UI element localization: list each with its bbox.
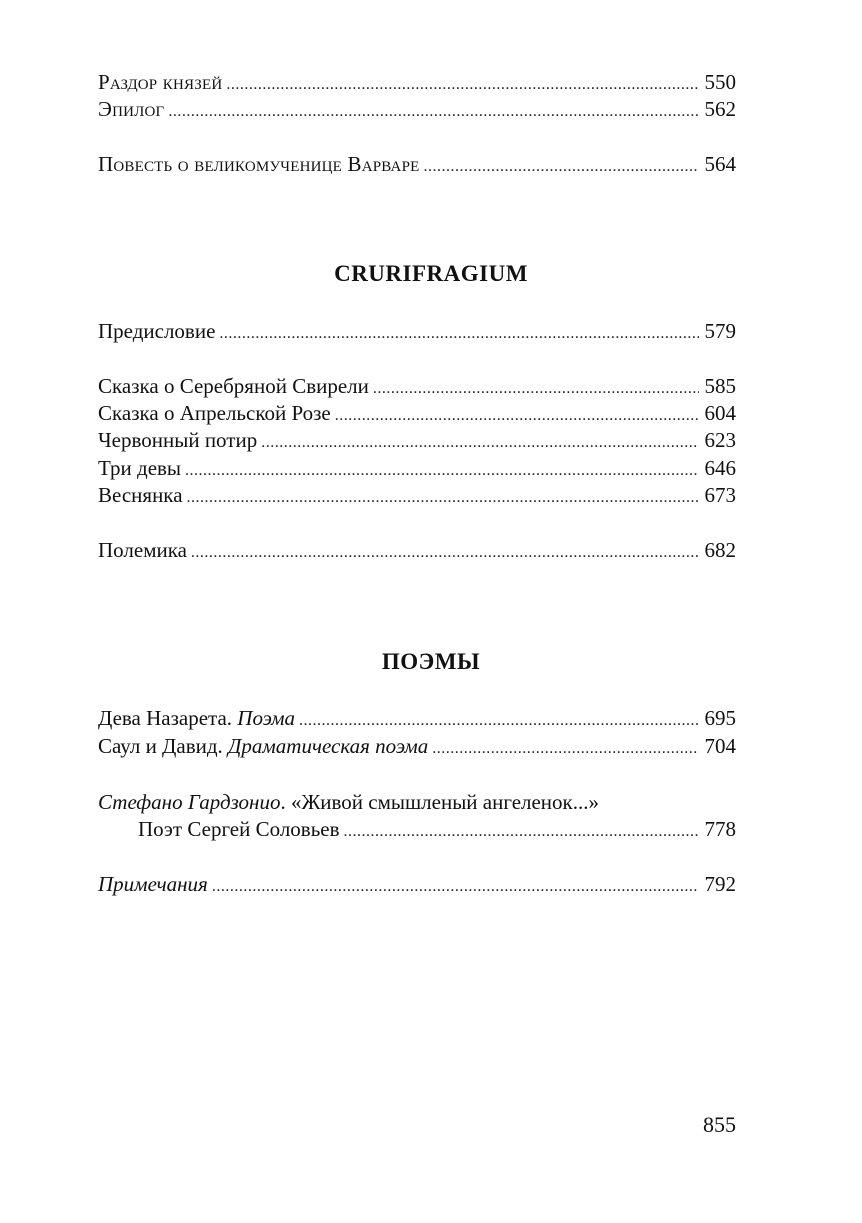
- entry-page: 579: [704, 319, 736, 343]
- entry-title: Веснянка: [98, 483, 183, 507]
- leader-dots: [432, 735, 698, 762]
- entry-title: Повесть о великомученице Варваре: [98, 152, 420, 176]
- leader-dots: [187, 484, 699, 511]
- leader-dots: [185, 457, 698, 484]
- entry-page: 778: [704, 817, 736, 841]
- toc-entry: [98, 537, 736, 564]
- entry-title: Сказка о Серебряной Свирели: [98, 374, 369, 398]
- leader-dots: [344, 818, 699, 845]
- entry-page: 564: [704, 152, 736, 176]
- toc-entry: [98, 373, 736, 400]
- leader-dots: [219, 320, 698, 347]
- toc-entry: [98, 871, 736, 898]
- entry-title: Саул и Давид.: [98, 734, 223, 758]
- entry-page: 623: [704, 428, 736, 452]
- section-heading: ПОЭМЫ: [381, 649, 481, 674]
- entry-author: Стефано Гардзонио: [98, 790, 281, 814]
- entry-title: . «Живой смышленый ангеленок...»: [280, 790, 600, 814]
- leader-dots: [168, 98, 698, 125]
- entry-title-group: [98, 705, 299, 732]
- toc-entry: [98, 733, 736, 760]
- toc-entry: [98, 151, 736, 178]
- leader-dots: [423, 153, 698, 180]
- entry-page: 562: [704, 97, 736, 121]
- toc-entry: [138, 816, 736, 843]
- toc-entry: [98, 427, 736, 454]
- entry-title: Полемика: [98, 538, 187, 562]
- entry-page: 682: [704, 538, 736, 562]
- entry-page: 792: [704, 872, 736, 896]
- toc-entry: [98, 455, 736, 482]
- entry-title: Три девы: [98, 456, 182, 480]
- leader-dots: [299, 707, 698, 734]
- entry-title: Примечания: [98, 872, 208, 896]
- toc-entry: [98, 96, 736, 123]
- page-number: 855: [703, 1112, 736, 1137]
- entry-page: 604: [704, 401, 736, 425]
- entry-subtitle: Драматическая поэма: [228, 734, 429, 758]
- toc-entry: [98, 318, 736, 345]
- entry-title: Предисловие: [98, 319, 216, 343]
- entry-page: 585: [704, 374, 736, 398]
- toc-entry: [98, 69, 736, 96]
- entry-page: 550: [704, 70, 736, 94]
- entry-subtitle: Поэма: [237, 706, 296, 730]
- toc-entry: [98, 482, 736, 509]
- leader-dots: [212, 873, 699, 900]
- entry-title: Сказка о Апрельской Розе: [98, 401, 331, 425]
- toc-entry-head: [98, 789, 736, 816]
- entry-continuation: Поэт Сергей Соловьев: [138, 817, 340, 841]
- entry-page: 704: [704, 734, 736, 758]
- entry-page: 646: [704, 456, 736, 480]
- leader-dots: [335, 402, 699, 429]
- section-heading: CRURIFRAGIUM: [334, 261, 528, 286]
- entry-page: 695: [704, 706, 736, 730]
- entry-title-group: [98, 733, 432, 760]
- entry-title: Раздор князей: [98, 70, 223, 94]
- entry-title: Дева Назарета.: [98, 706, 233, 730]
- toc-entry: [98, 705, 736, 732]
- entry-title: Эпилог: [98, 97, 165, 121]
- leader-dots: [261, 429, 698, 456]
- leader-dots: [226, 71, 698, 98]
- entry-page: 673: [704, 483, 736, 507]
- leader-dots: [191, 539, 699, 566]
- entry-title: Червонный потир: [98, 428, 258, 452]
- toc-entry: [98, 400, 736, 427]
- leader-dots: [373, 375, 699, 402]
